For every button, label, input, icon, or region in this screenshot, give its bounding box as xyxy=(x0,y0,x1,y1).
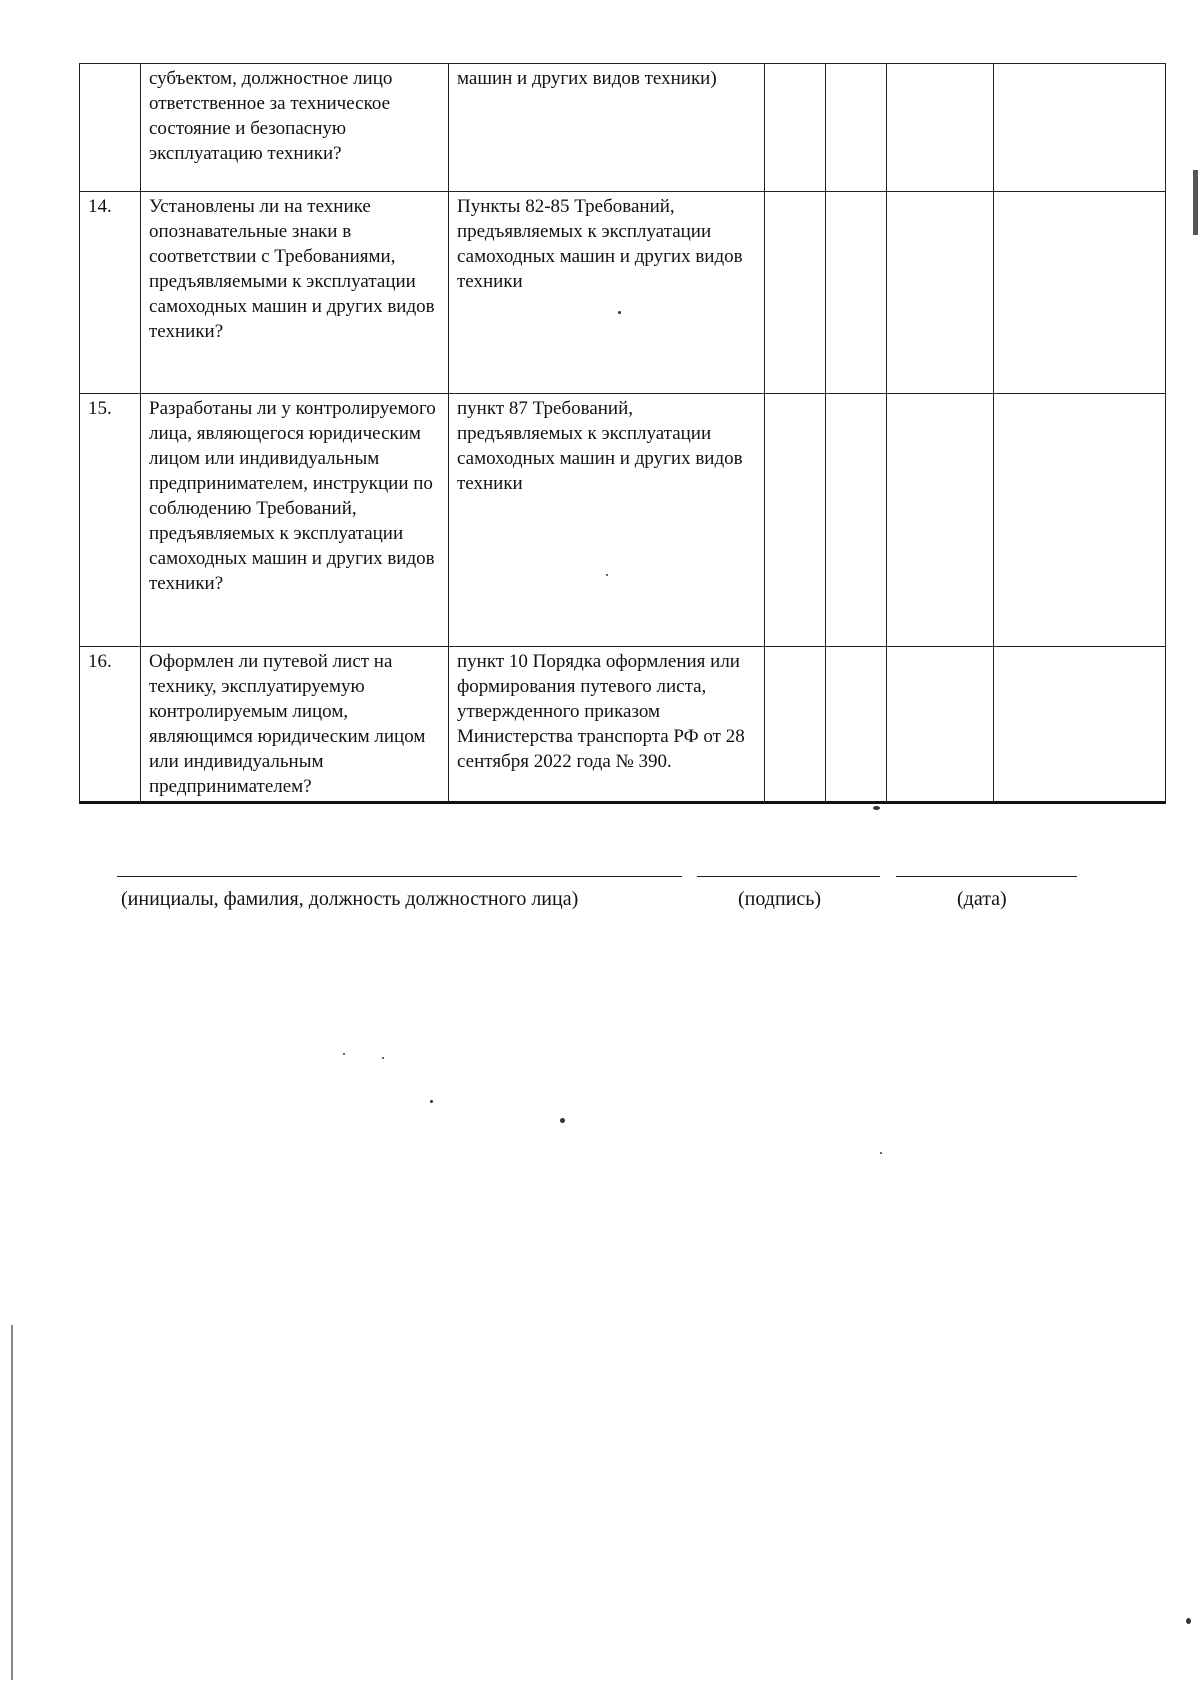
name-signature-line xyxy=(117,876,682,877)
answer-cell xyxy=(826,647,887,803)
table-row xyxy=(80,647,1166,803)
answer-cell xyxy=(826,64,887,192)
answer-cell xyxy=(826,192,887,394)
scan-speck xyxy=(618,311,621,314)
scan-edge-mark xyxy=(1193,170,1198,235)
answer-cell xyxy=(887,647,994,803)
question-cell: субъектом, должностное лицо ответственное за техническое состояние и безопасную эксплуатацию техники? xyxy=(141,64,449,192)
table-row xyxy=(80,192,1166,394)
reference-cell: машин и других видов техники) xyxy=(449,64,765,192)
answer-cell xyxy=(887,64,994,192)
scan-speck xyxy=(382,1057,384,1059)
date-label: (дата) xyxy=(957,888,1007,910)
note-cell xyxy=(994,647,1166,803)
scan-speck xyxy=(1186,1618,1191,1624)
reference-cell: Пункты 82-85 Требований, предъявляемых к эксплуатации самоходных машин и других видов техники xyxy=(449,192,765,394)
question-cell: Оформлен ли путевой лист на технику, эксплуатируемую контролируемым лицом, являющимся юридическим лицом или индивидуальным предпринимателем? xyxy=(141,647,449,803)
checklist-table xyxy=(79,63,1166,804)
scan-speck xyxy=(606,574,608,576)
row-number: 14. xyxy=(80,192,141,394)
question-cell: Разработаны ли у контролируемого лица, являющегося юридическим лицом или индивидуальным предпринимателем, инструкции по соблюдению Требований, предъявляемых к эксплуатации самоходных машин и других видов техники? xyxy=(141,394,449,647)
reference-cell: пункт 10 Порядка оформления или формирования путевого листа, утвержденного приказом Министерства транспорта РФ от 28 сентября 2022 года № 390. xyxy=(449,647,765,803)
scan-speck xyxy=(560,1118,565,1123)
signature-label: (подпись) xyxy=(738,888,822,910)
name-position-label: (инициалы, фамилия, должность должностного лица) xyxy=(121,888,579,910)
scan-speck xyxy=(343,1053,345,1055)
table-row xyxy=(80,64,1166,192)
scan-speck xyxy=(430,1100,433,1103)
scan-speck xyxy=(880,1152,882,1154)
scan-edge-mark xyxy=(11,1325,13,1680)
table-row xyxy=(80,394,1166,647)
note-cell xyxy=(994,192,1166,394)
note-cell xyxy=(994,64,1166,192)
sign-signature-line xyxy=(697,876,880,877)
question-cell: Установлены ли на технике опознавательные знаки в соответствии с Требованиями, предъявляемыми к эксплуатации самоходных машин и других видов техники? xyxy=(141,192,449,394)
row-number xyxy=(80,64,141,192)
row-number: 16. xyxy=(80,647,141,803)
scan-speck xyxy=(873,806,880,810)
answer-cell xyxy=(765,647,826,803)
row-number: 15. xyxy=(80,394,141,647)
answer-cell xyxy=(826,394,887,647)
answer-cell xyxy=(887,192,994,394)
note-cell xyxy=(994,394,1166,647)
reference-cell: пункт 87 Требований, предъявляемых к эксплуатации самоходных машин и других видов техники xyxy=(449,394,765,647)
answer-cell xyxy=(765,64,826,192)
answer-cell xyxy=(765,394,826,647)
answer-cell xyxy=(765,192,826,394)
date-signature-line xyxy=(896,876,1077,877)
answer-cell xyxy=(887,394,994,647)
